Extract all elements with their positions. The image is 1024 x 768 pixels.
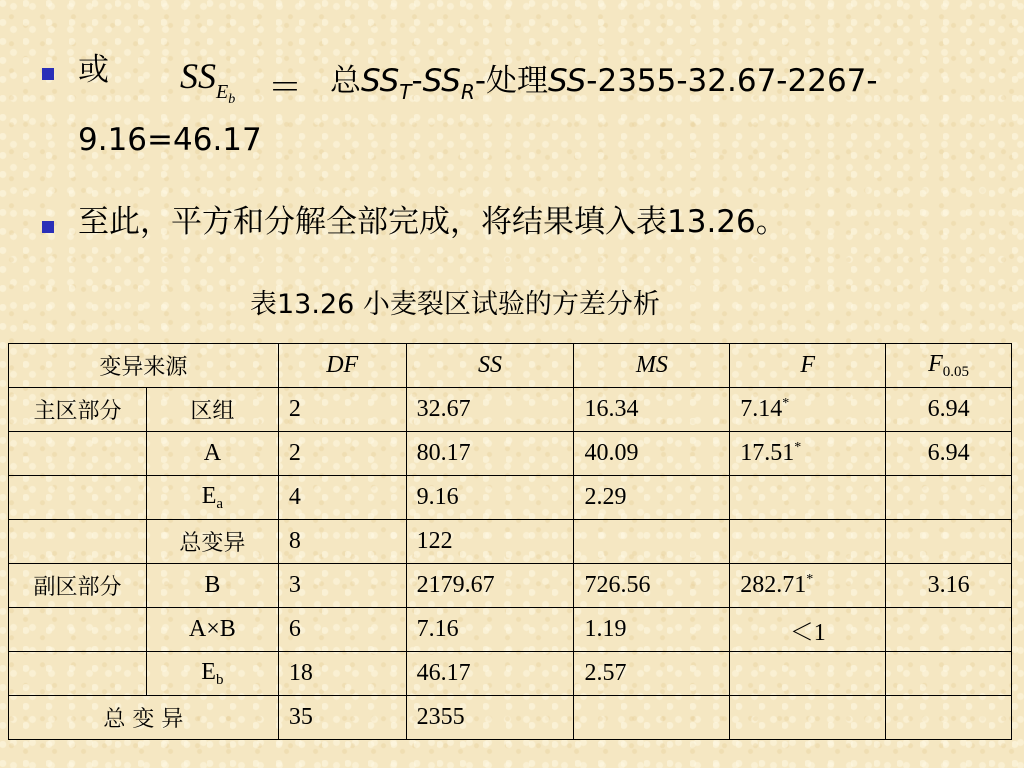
cell-df: 2	[278, 388, 406, 432]
table-row	[9, 432, 1012, 476]
cell-f005	[886, 520, 1012, 564]
cell-ss: 46.17	[406, 652, 574, 696]
header-f005-sub: 0.05	[942, 363, 970, 380]
table-row	[9, 652, 1012, 696]
cell-df: 35	[278, 696, 406, 740]
cell-f	[730, 388, 886, 432]
table-row	[9, 476, 1012, 520]
table-row-total	[9, 696, 1012, 740]
conclusion-text: 至此，平方和分解全部完成，将结果填入表13.26。	[78, 204, 787, 240]
formula-rhs-ss-3: SS	[548, 63, 587, 99]
cell-f005	[886, 608, 1012, 652]
cell-f: ＜1	[730, 608, 886, 652]
cell-group	[9, 520, 147, 564]
cell-source: B	[146, 564, 278, 608]
formula-equals: ＝	[268, 70, 302, 107]
cell-df: 6	[278, 608, 406, 652]
header-df: DF	[278, 344, 406, 388]
cell-group: 副区部分	[9, 564, 147, 608]
cell-f-value: 17.51	[740, 440, 795, 466]
header-ss: SS	[406, 344, 574, 388]
cell-df: 18	[278, 652, 406, 696]
cell-f	[730, 696, 886, 740]
table-row	[9, 564, 1012, 608]
cell-group	[9, 432, 147, 476]
formula-rhs-ss-1: SS	[361, 63, 400, 99]
header-f005	[886, 344, 1012, 388]
cell-f	[730, 520, 886, 564]
formula-lhs-subsub: b	[228, 92, 236, 107]
cell-ms: 2.29	[574, 476, 730, 520]
cell-ss: 32.67	[406, 388, 574, 432]
formula-lhs-sub: E	[216, 81, 229, 103]
formula-continuation: 9.16=46.17	[78, 122, 262, 158]
table-row	[9, 388, 1012, 432]
cell-f	[730, 432, 886, 476]
table-row	[9, 608, 1012, 652]
table-header-row	[9, 344, 1012, 388]
cell-ms	[574, 696, 730, 740]
cell-f005	[886, 696, 1012, 740]
cell-f	[730, 564, 886, 608]
cell-ms	[574, 520, 730, 564]
formula-rhs-sub-r: R	[460, 80, 475, 104]
formula-or-text: 或	[78, 52, 109, 88]
significance-star: *	[782, 396, 790, 411]
formula-rhs-mid: -处理	[474, 63, 549, 99]
cell-group	[9, 476, 147, 520]
cell-ss: 2179.67	[406, 564, 574, 608]
cell-source: 区组	[146, 388, 278, 432]
cell-ss: 80.17	[406, 432, 574, 476]
cell-df: 8	[278, 520, 406, 564]
cell-source: A×B	[146, 608, 278, 652]
cell-ss: 7.16	[406, 608, 574, 652]
cell-df: 3	[278, 564, 406, 608]
formula-rhs-total: 总	[330, 63, 361, 99]
formula-rhs-sub-t: T	[399, 80, 412, 104]
cell-ms: 1.19	[574, 608, 730, 652]
bullet-marker-2	[42, 221, 54, 233]
cell-source-sub: a	[216, 495, 224, 512]
cell-f005: 6.94	[886, 388, 1012, 432]
cell-ss: 9.16	[406, 476, 574, 520]
cell-ms: 40.09	[574, 432, 730, 476]
cell-f	[730, 652, 886, 696]
table-row	[9, 520, 1012, 564]
formula-rhs-ss-2: SS	[422, 63, 461, 99]
cell-source-main: E	[201, 658, 216, 685]
cell-f005	[886, 652, 1012, 696]
cell-df: 4	[278, 476, 406, 520]
header-f005-main: F	[928, 350, 943, 377]
cell-f-value: 7.14	[740, 396, 783, 422]
header-f: F	[730, 344, 886, 388]
cell-total-label: 总 变 异	[9, 696, 279, 740]
cell-group	[9, 652, 147, 696]
header-source: 变异来源	[9, 344, 279, 388]
cell-source-main: E	[201, 482, 217, 509]
significance-star: *	[806, 572, 814, 587]
cell-ms: 16.34	[574, 388, 730, 432]
formula-rhs	[330, 55, 878, 104]
cell-ms: 2.57	[574, 652, 730, 696]
formula-lhs	[180, 55, 235, 108]
significance-star: *	[794, 440, 802, 455]
formula-lhs-ss: SS	[180, 56, 216, 96]
cell-f005	[886, 476, 1012, 520]
cell-source	[146, 476, 278, 520]
cell-group	[9, 608, 147, 652]
cell-f-value: 282.71	[740, 572, 807, 598]
cell-source: 总变异	[146, 520, 278, 564]
cell-source	[146, 652, 278, 696]
header-ms: MS	[574, 344, 730, 388]
formula-rhs-minus: -	[411, 63, 423, 99]
bullet-marker-1	[42, 68, 54, 80]
cell-ms: 726.56	[574, 564, 730, 608]
cell-ss: 122	[406, 520, 574, 564]
cell-ss: 2355	[406, 696, 574, 740]
cell-f005: 6.94	[886, 432, 1012, 476]
cell-f005: 3.16	[886, 564, 1012, 608]
cell-f	[730, 476, 886, 520]
cell-df: 2	[278, 432, 406, 476]
anova-table	[8, 343, 1012, 740]
cell-source-sub: b	[215, 671, 224, 688]
table-caption: 表13.26 小麦裂区试验的方差分析	[250, 289, 660, 320]
formula-rhs-tail: -2355-32.67-2267-	[586, 63, 878, 99]
cell-group: 主区部分	[9, 388, 147, 432]
cell-source: A	[146, 432, 278, 476]
